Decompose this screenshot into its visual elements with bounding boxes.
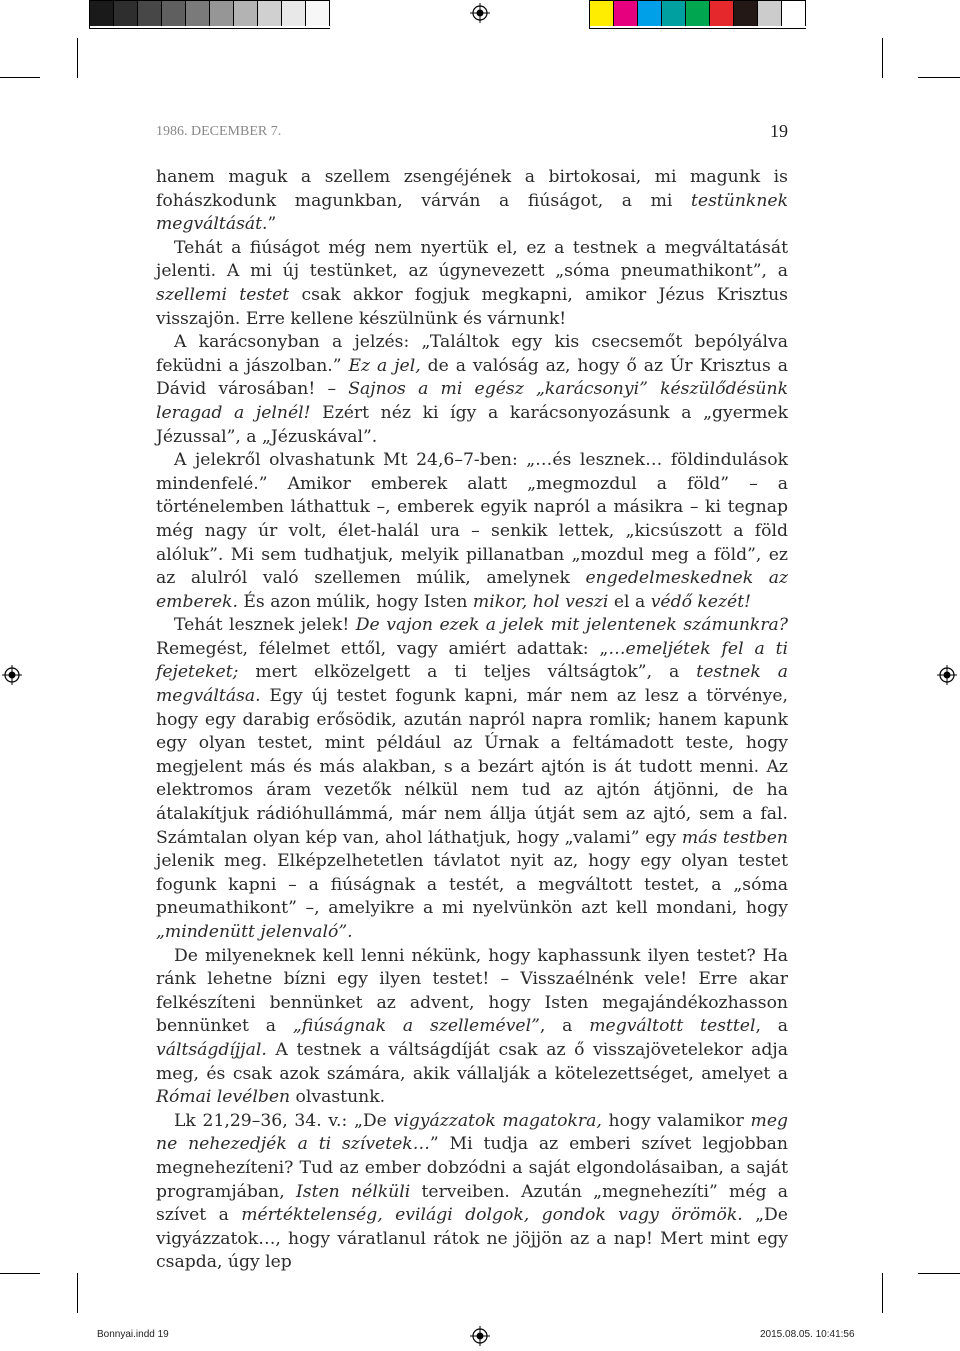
- text-segment: Ezért néz ki így a karácsonyozásunk a „gyermek Jézussal”, a „Jézuskával”.: [156, 402, 788, 447]
- crop-mark: [882, 1273, 883, 1313]
- color-swatch: [282, 1, 306, 26]
- text-segment: de a valóság az, hogy ő az Úr Krisztus a Dávid városában! –: [156, 355, 788, 400]
- text-segment: Tehát lesznek jelek!: [174, 615, 356, 636]
- crop-mark: [918, 77, 960, 78]
- running-head: [156, 121, 788, 144]
- text-segment: A jelekről olvashatunk Mt 24,6–7-ben: „…és lesznek… földindulások mindenfelé.” Amikor emberek alatt „megmozdul a föld” – a történelemben láthattuk –, emberek egyik napról a másikra – ki tegnap még nagy úr volt, élet-halál ura – senkik lettek, „kicsúszott a föld alóluk”. Mi sem tudhatjuk, melyik pillanatban „mozdul meg a föld”, ez az alulról való szellemen múlik, amelynek: [156, 450, 788, 589]
- registration-mark-icon: [470, 1326, 490, 1346]
- paragraph: [156, 614, 788, 944]
- body-text: [156, 166, 788, 1275]
- color-swatch: [186, 1, 210, 26]
- text-segment: De milyeneknek kell lenni nékünk, hogy kaphassunk ilyen testet? Ha ránk lehetne bízni egy ilyen testet! – Visszaélnénk vele! Erre akar felkészíteni bennünket az advent, hogy Isten megajándékozhasson bennünket a: [156, 945, 788, 1037]
- text-segment: És azon múlik, hogy Isten: [237, 591, 473, 612]
- text-segment: el a: [608, 591, 651, 612]
- text-segment: hogy valamikor: [601, 1110, 751, 1131]
- color-swatch: [210, 1, 234, 26]
- color-swatch: [758, 1, 782, 26]
- italic-text-segment: védő kezét!: [650, 591, 752, 612]
- color-swatch: [90, 1, 114, 26]
- italic-text-segment: Isten nélküli: [295, 1181, 411, 1202]
- text-segment: Tehát a fiúságot még nem nyertük el, ez a testnek a megváltatását jelenti. A mi új testünket, az úgynevezett „sóma pneumathikont”, a: [156, 237, 788, 282]
- crop-mark: [77, 1273, 78, 1313]
- registration-mark-icon: [937, 665, 957, 685]
- color-swatch: [734, 1, 758, 26]
- color-swatch: [686, 1, 710, 26]
- italic-text-segment: „mindenütt jelenvaló”.: [156, 922, 353, 942]
- color-swatch: [590, 1, 614, 26]
- text-segment: A karácsonyban a jelzés: „Találtok egy kis csecsemőt bepólyálva feküdni a jászolban.”: [156, 332, 788, 376]
- text-segment: olvastunk.: [290, 1087, 386, 1108]
- color-swatch: [614, 1, 638, 26]
- color-swatch: [782, 1, 806, 26]
- registration-mark-icon: [2, 665, 22, 685]
- color-swatch: [162, 1, 186, 26]
- italic-text-segment: mértéktelenség, evilági dolgok, gondok vagy örömök.: [241, 1205, 743, 1226]
- text-segment: ” Mi tudja az emberi szívet legjobban megnehezíteni? Tud az ember dobzódni a saját elgondolásaiban, a saját programjában,: [156, 1134, 788, 1202]
- cmyk-color-bar: [589, 0, 806, 29]
- text-segment: csak akkor fogjuk megkapni, amikor Jézus Krisztus visszajön. Erre kellene készülnünk és várnunk!: [156, 284, 789, 329]
- crop-mark: [0, 1273, 40, 1274]
- text-segment: mert elközelgett a ti teljes váltságtok”, a: [238, 662, 697, 683]
- italic-text-segment: mikor, hol veszi: [472, 591, 609, 612]
- text-segment: ”: [267, 214, 277, 235]
- color-swatch: [306, 1, 330, 26]
- italic-text-segment: engedelmeskednek az emberek.: [156, 568, 788, 612]
- page-number: 19: [770, 121, 788, 141]
- color-swatch: [234, 1, 258, 26]
- italic-text-segment: De vajon ezek a jelek mit jelentenek számunkra?: [355, 615, 788, 636]
- slug-filename: Bonnyai.indd 19: [97, 1329, 169, 1340]
- text-segment: , a: [755, 1016, 788, 1037]
- color-swatch: [710, 1, 734, 26]
- paragraph: [156, 331, 788, 449]
- italic-text-segment: szellemi testet: [156, 284, 290, 305]
- italic-text-segment: meg ne nehezedjék a ti szívetek…: [156, 1110, 788, 1155]
- text-segment: „De vigyázzatok…, hogy váratlanul rátok ne jöjjön az a nap! Mert mint egy csapda, úgy lep: [156, 1205, 788, 1273]
- text-segment: terveiben. Azután „megnehezíti” még a szívet a: [156, 1181, 789, 1226]
- crop-mark: [0, 77, 40, 78]
- color-swatch: [258, 1, 282, 26]
- italic-text-segment: „fiúságnak a szellemével”: [292, 1016, 540, 1037]
- italic-text-segment: Sajnos a mi egész „karácsonyi” készülődésünk leragad a jelnél!: [156, 379, 788, 423]
- italic-text-segment: Ez a jel,: [348, 355, 421, 376]
- text-segment: jelenik meg. Elképzelhetetlen távlatot nyit az, hogy egy olyan testet fogunk kapni – a fiúságnak a testét, a megváltott testet, a „sóma pneumathikont” –, amelyikre a mi nyelvünkön azt kell mondani, hogy: [156, 851, 788, 919]
- registration-mark-icon: [470, 3, 490, 23]
- italic-text-segment: Római levélben: [156, 1087, 291, 1108]
- italic-text-segment: más testben: [681, 827, 788, 848]
- italic-text-segment: testnek a megváltása.: [156, 662, 788, 707]
- color-swatch: [662, 1, 686, 26]
- paragraph: [156, 449, 788, 614]
- paragraph: [156, 166, 788, 237]
- text-segment: A testnek a váltságdíját csak az ő visszajövetelekor adja meg, és csak azok számára, akik vállalják a kötelezettséget, amelyet a: [156, 1039, 788, 1084]
- paragraph: [156, 945, 788, 1110]
- crop-mark: [918, 1273, 960, 1274]
- italic-text-segment: testünknek megváltását.: [156, 190, 788, 235]
- running-head-date: 1986. DECEMBER 7.: [156, 124, 282, 139]
- italic-text-segment: vigyázzatok magatokra,: [393, 1110, 602, 1131]
- slug-timestamp: 2015.08.05. 10:41:56: [760, 1329, 855, 1340]
- grayscale-color-bar: [89, 0, 330, 29]
- text-segment: Lk 21,29–36, 34. v.: „De: [174, 1110, 394, 1131]
- text-segment: Egy új testet fogunk kapni, már nem az lesz a törvénye, hogy egy darabig erősödik, azután napról napra romlik; hanem kapunk egy olyan testet, mint például az Úrnak a feltámadott teste, hogy megjelent más és más alakban, s a bezárt ajtón is át tudott menni. Az elektromos áram vezetők nélkül nem tud az ajtón átjönni, de ha átalakítjuk rádióhullámmá, már nem állja útját sem az ajtó, sem a fal. Számtalan olyan kép van, ahol láthatjuk, hogy „valami” egy: [156, 686, 788, 848]
- crop-mark: [77, 38, 78, 78]
- text-segment: Remegést, félelmet ettől, vagy amiért adattak: „: [156, 638, 609, 659]
- paragraph: [156, 1110, 788, 1275]
- text-segment: , a: [539, 1016, 590, 1037]
- italic-text-segment: megváltott testtel: [589, 1016, 756, 1037]
- italic-text-segment: váltságdíjjal.: [156, 1039, 267, 1060]
- color-swatch: [114, 1, 138, 26]
- color-swatch: [638, 1, 662, 26]
- crop-mark: [882, 38, 883, 78]
- paragraph: [156, 237, 788, 331]
- italic-text-segment: …emeljétek fel a ti fejeteket;: [156, 638, 788, 683]
- color-swatch: [138, 1, 162, 26]
- text-segment: hanem maguk a szellem zsengéjének a birtokosai, mi magunk is fohászkodunk magunkban, várván a fiúságot, a mi: [156, 167, 788, 211]
